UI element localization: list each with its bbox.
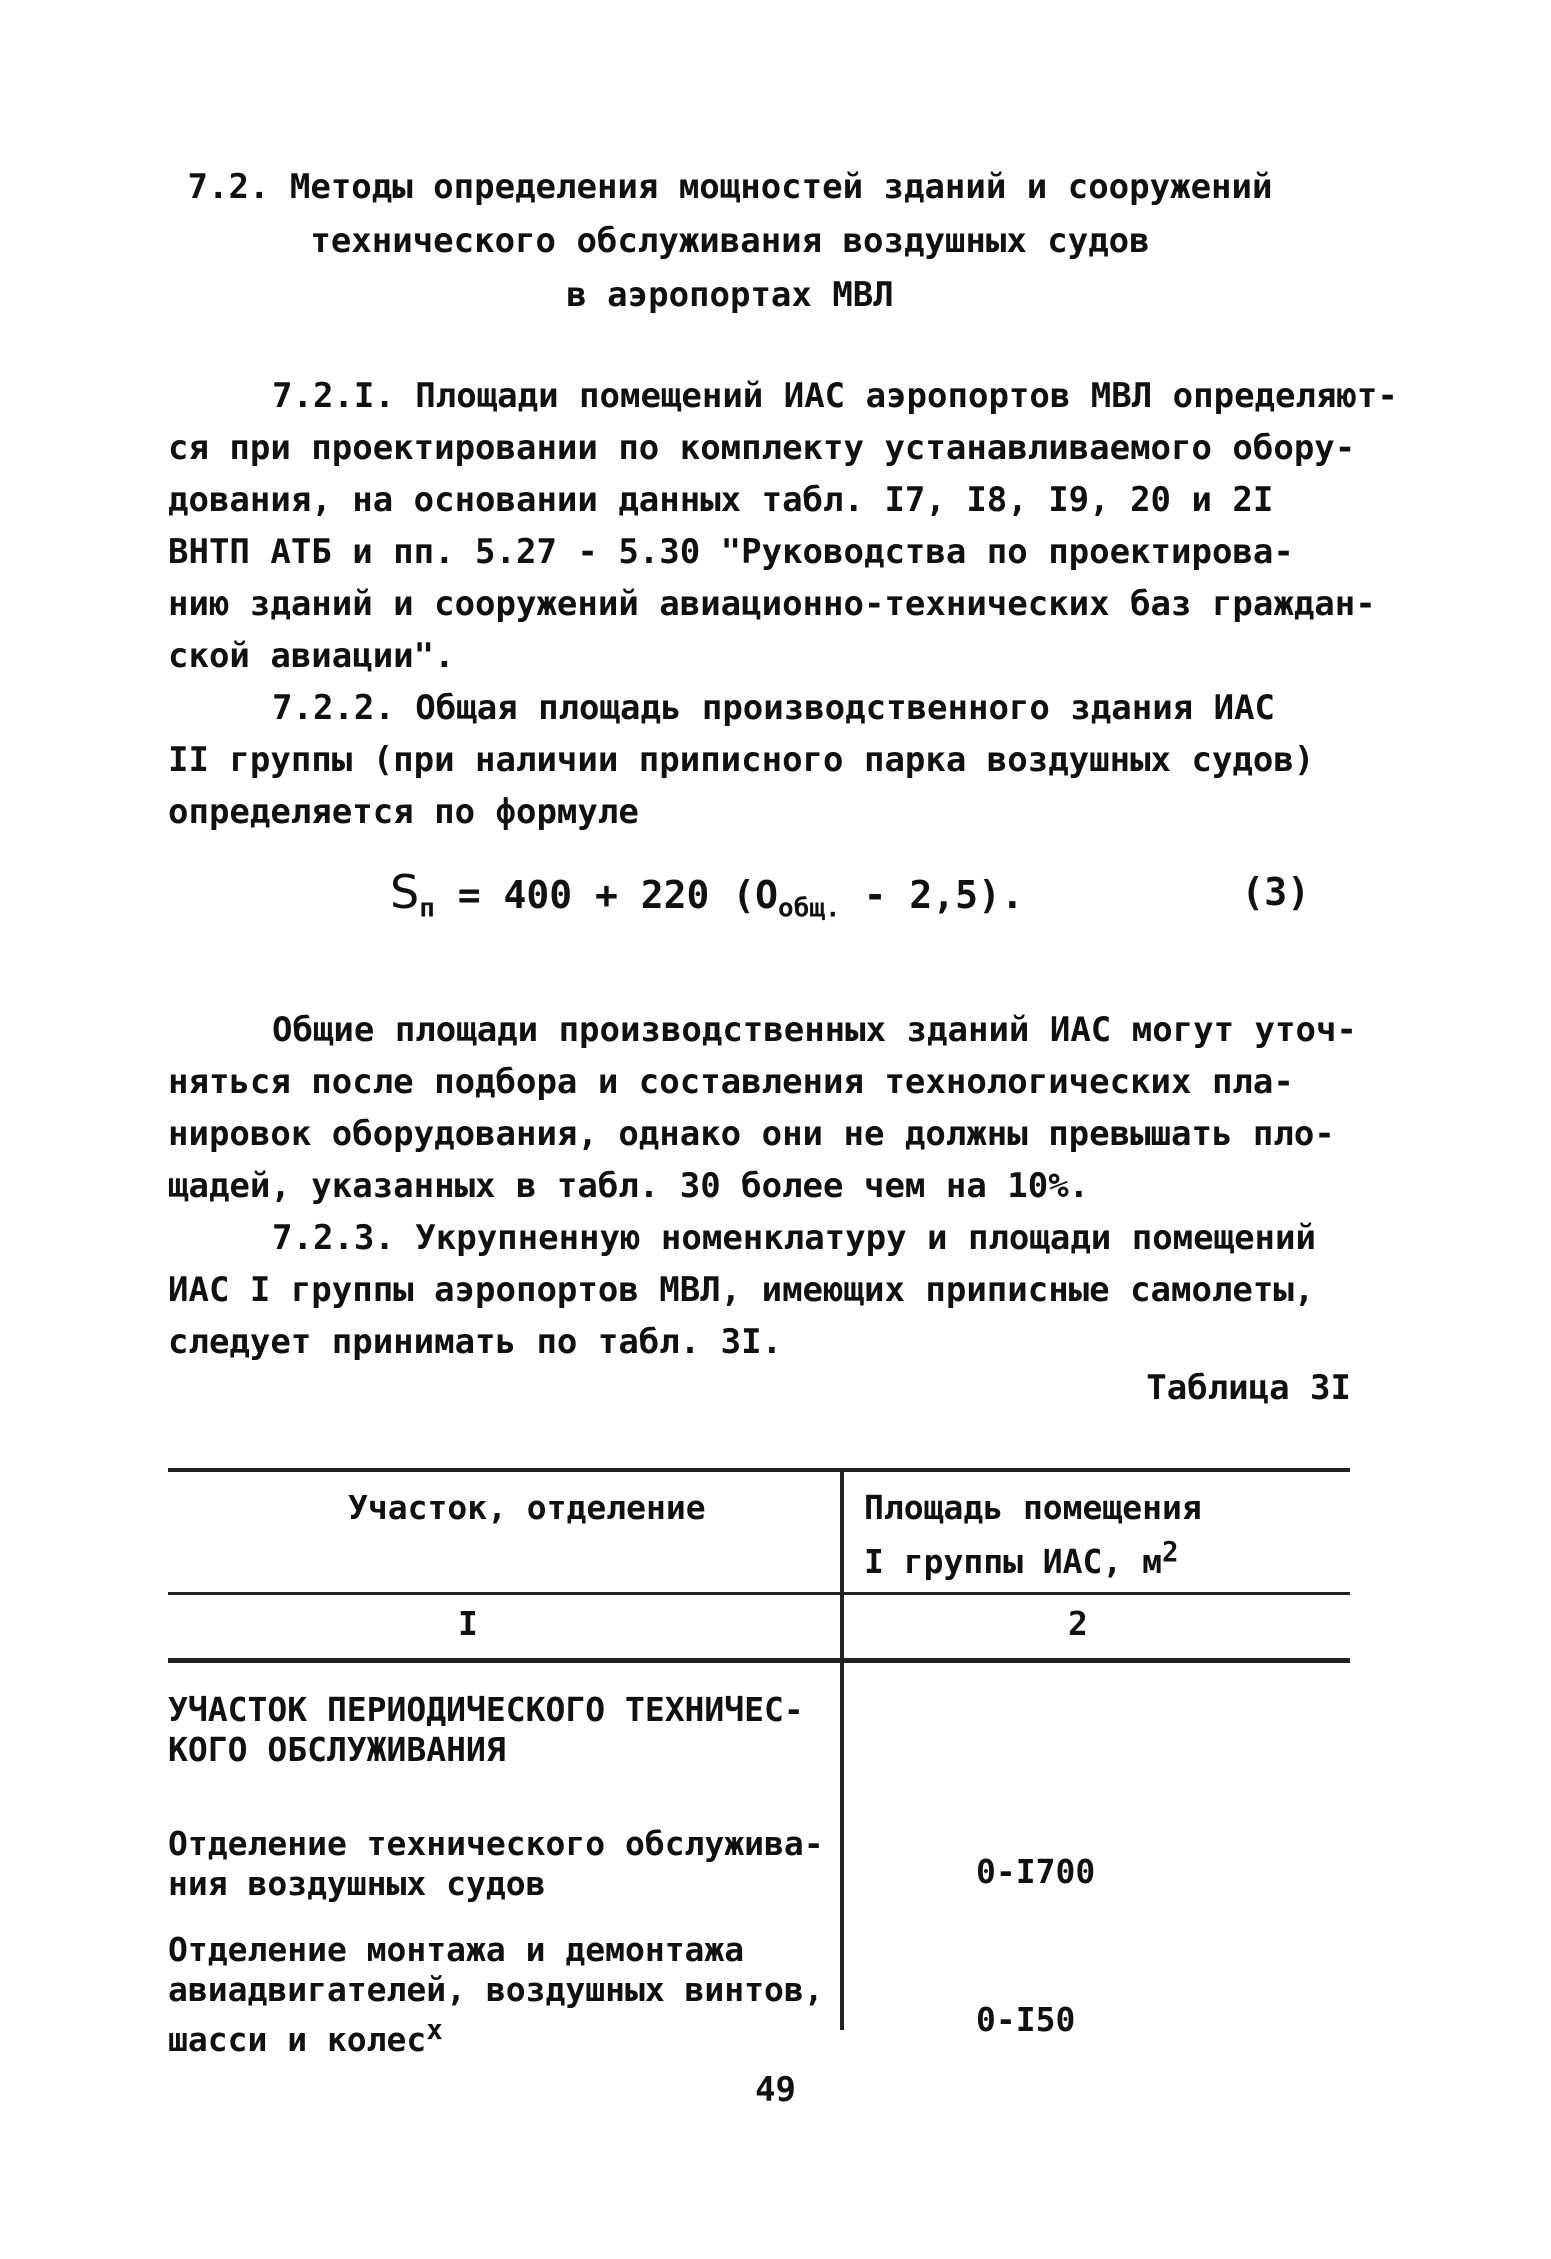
heading-line-3: в аэропортах МВЛ [566, 275, 894, 315]
paragraph-7-2-1-line-4: ВНТП АТБ и пп. 5.27 - 5.30 "Руководства по проектирова- [168, 532, 1294, 572]
table-top-rule [168, 1468, 1350, 1472]
table-row-1-name: Отделение технического обслужива- ния воздушных судов [168, 1824, 824, 1903]
table-row-2-name-text: Отделение монтажа и демонтажа авиадвигателей, воздушных винтов, шасси и колес [168, 1930, 824, 2059]
formula-tail: - 2,5). [863, 873, 1024, 917]
paragraph-areas-line-3: нировок оборудования, однако они не должны превышать пло- [168, 1114, 1335, 1154]
formula-body: = 400 + 220 (O [457, 873, 779, 917]
paragraph-7-2-1-line-1: 7.2.I. Площади помещений ИАС аэропортов МВЛ определяют- [272, 376, 1398, 416]
table-caption: Таблица 3I [1146, 1368, 1351, 1408]
paragraph-7-2-3-line-2: ИАС I группы аэропортов МВЛ, имеющих приписные самолеты, [168, 1270, 1315, 1310]
formula-number: (3) [1241, 870, 1310, 914]
table-header-rule [168, 1592, 1350, 1595]
page-number: 49 [755, 2070, 796, 2110]
table-row-2-area: 0-I50 [976, 2000, 1076, 2039]
paragraph-7-2-2-line-3: определяется по формуле [168, 792, 639, 832]
table-row-2-name [168, 1930, 824, 2060]
formula-3 [390, 862, 1310, 939]
table-header-col-2-superscript: 2 [1162, 1536, 1179, 1568]
paragraph-7-2-1-line-6: ской авиации". [168, 636, 455, 676]
paragraph-areas-line-2: няться после подбора и составления технологических пла- [168, 1062, 1294, 1102]
table-header-col-2-line-2 [864, 1530, 1179, 1584]
formula-symbol-subscript: п [419, 893, 435, 924]
table-section-title: УЧАСТОК ПЕРИОДИЧЕСКОГО ТЕХНИЧЕС- КОГО ОБСЛУЖИВАНИЯ [168, 1690, 804, 1769]
paragraph-7-2-2-line-2: II группы (при наличии приписного парка воздушных судов) [168, 740, 1315, 780]
formula-subscript: общ. [778, 893, 841, 924]
paragraph-7-2-3-line-3: следует принимать по табл. 3I. [168, 1322, 783, 1362]
paragraph-7-2-1-line-5: нию зданий и сооружений авиационно-технических баз граждан- [168, 584, 1376, 624]
table-header-col-2-line-1: Площадь помещения [864, 1488, 1202, 1527]
table-number-rule [168, 1658, 1350, 1663]
table-31 [168, 1468, 1350, 2059]
paragraph-areas-line-4: щадей, указанных в табл. 30 более чем на 10%. [168, 1166, 1090, 1206]
table-header-col-1: Участок, отделение [348, 1488, 706, 1527]
table-row-1-area: 0-I700 [976, 1852, 1096, 1891]
heading-line-1: 7.2. Методы определения мощностей зданий и сооружений [187, 167, 1273, 207]
heading-line-2: технического обслуживания воздушных судов [310, 221, 1150, 261]
table-header-col-2-text: I группы ИАС, м [864, 1542, 1163, 1581]
paragraph-areas-line-1: Общие площади производственных зданий ИАС могут уточ- [272, 1010, 1357, 1050]
paragraph-7-2-2-line-1: 7.2.2. Общая площадь производственного здания ИАС [272, 688, 1276, 728]
paragraph-7-2-3-line-1: 7.2.3. Укрупненную номенклатуру и площади помещений [272, 1218, 1316, 1258]
section-heading [160, 160, 1300, 322]
table-column-number-1: I [458, 1604, 478, 1643]
formula-symbol: S [390, 865, 420, 919]
paragraph-7-2-1-line-2: ся при проектировании по комплекту устанавливаемого обору- [168, 428, 1356, 468]
table-column-divider [840, 1470, 844, 2030]
paragraph-7-2-1-line-3: дования, на основании данных табл. I7, I8, I9, 20 и 2I [168, 480, 1274, 520]
table-row-2-footnote-mark: х [426, 2014, 443, 2046]
table-column-number-2: 2 [1068, 1604, 1088, 1643]
